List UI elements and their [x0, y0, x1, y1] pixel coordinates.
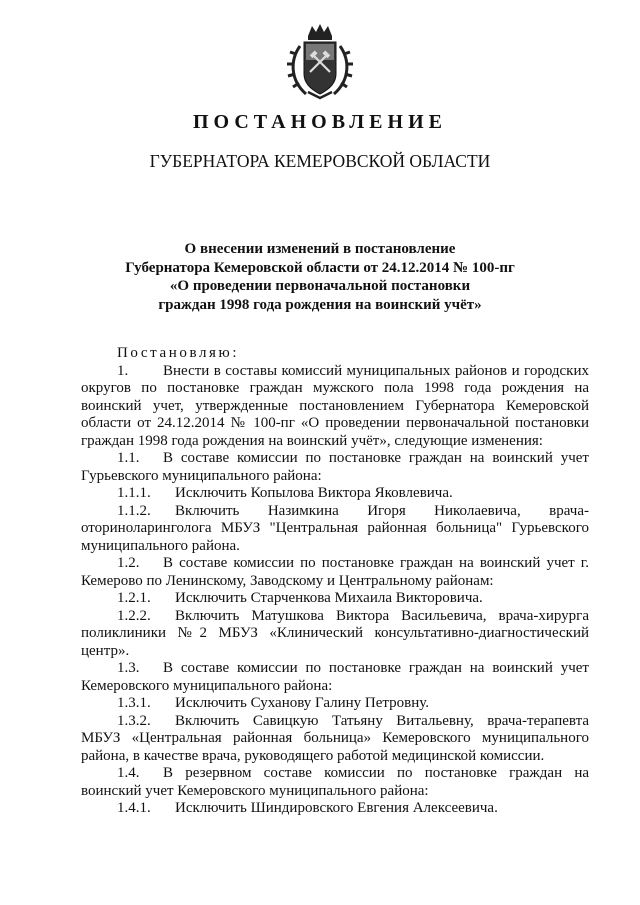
clause-number: 1.2.1. [117, 590, 151, 606]
subject-line: граждан 1998 года рождения на воинский учёт» [158, 296, 482, 313]
clause-item [81, 503, 589, 556]
clause-text: Включить Савицкую Татьяну Витальевну, врача-терапевта МБУЗ «Центральная районная больница» Кемеровского муниципального района, в качестве врача, руководящего работой медицинской комиссии. [81, 712, 589, 764]
clause-text: Исключить Шиндировского Евгения Алексеевича. [175, 800, 498, 816]
clause-text: Исключить Суханову Галину Петровну. [175, 695, 430, 711]
clause-text: В составе комиссии по постановке граждан на воинский учет Гурьевского муниципального района: [81, 450, 589, 484]
preamble: Постановляю: [117, 345, 240, 361]
clause-item [81, 608, 589, 661]
clause-number: 1.4. [117, 765, 140, 781]
document-type: ПОСТАНОВЛЕНИЕ [193, 111, 447, 133]
clause-text: Внести в составы комиссий муниципальных районов и городских округов по постановке граждан мужского пола 1998 года рождения на воинский учет, утвержденные постановлением Губернатора Кемеровской области от 24.12.2014 № 100-пг «О проведении первоначальной постановки граждан 1998 года рождения на воинский учёт», следующие изменения: [81, 362, 589, 449]
document-subject [0, 240, 640, 314]
clause-item [81, 450, 589, 485]
clause-text: Включить Назимкина Игоря Николаевича, врача-оториноларинголога МБУЗ "Центральная районная больница" Гурьевского муниципального района. [81, 502, 589, 554]
clause-number: 1.1.2. [117, 502, 151, 519]
clause-item [81, 800, 589, 818]
clause-item [81, 765, 589, 800]
clause-item [81, 713, 589, 766]
clause-item [81, 555, 589, 590]
subject-line: Губернатора Кемеровской области от 24.12.2014 № 100-пг [125, 259, 515, 276]
clause-text: Исключить Старченкова Михаила Викторовича. [175, 590, 483, 606]
subject-line: «О проведении первоначальной постановки [169, 278, 471, 294]
clause-text: В составе комиссии по постановке граждан на воинский учет г. Кемерово по Ленинскому, Заводскому и Центральному районам: [81, 555, 589, 589]
clause-number: 1.1. [117, 450, 140, 466]
clause-text: Включить Матушкова Виктора Васильевича, врача-хирурга поликлиники №2 МБУЗ «Клинический консультативно-диагностический центр». [81, 607, 589, 659]
kemerovo-coat-of-arms-icon [286, 22, 354, 100]
clause-number: 1. [117, 362, 129, 379]
clause-item [81, 695, 589, 713]
clause-number: 1.2. [117, 555, 140, 571]
clause-text: В резервном составе комиссии по постановке граждан на воинский учет Кемеровского муниципального района: [81, 765, 589, 799]
clause-item [81, 660, 589, 695]
clause-text: Исключить Копылова Виктора Яковлевича. [175, 485, 453, 501]
clause-item [81, 363, 589, 451]
clause-number: 1.2.2. [117, 607, 151, 624]
subject-line: О внесении изменений в постановление [184, 241, 456, 257]
clause-item [81, 590, 589, 608]
clause-number: 1.3.2. [117, 712, 151, 729]
clause-number: 1.1.1. [117, 485, 151, 501]
clause-number: 1.3.1. [117, 695, 151, 711]
clause-item [81, 485, 589, 503]
clause-number: 1.4.1. [117, 800, 151, 816]
clause-text: В составе комиссии по постановке граждан на воинский учет Кемеровского муниципального района: [81, 660, 589, 694]
issuer-title: ГУБЕРНАТОРА КЕМЕРОВСКОЙ ОБЛАСТИ [149, 151, 491, 171]
clause-number: 1.3. [117, 660, 140, 676]
document-body [81, 345, 589, 818]
